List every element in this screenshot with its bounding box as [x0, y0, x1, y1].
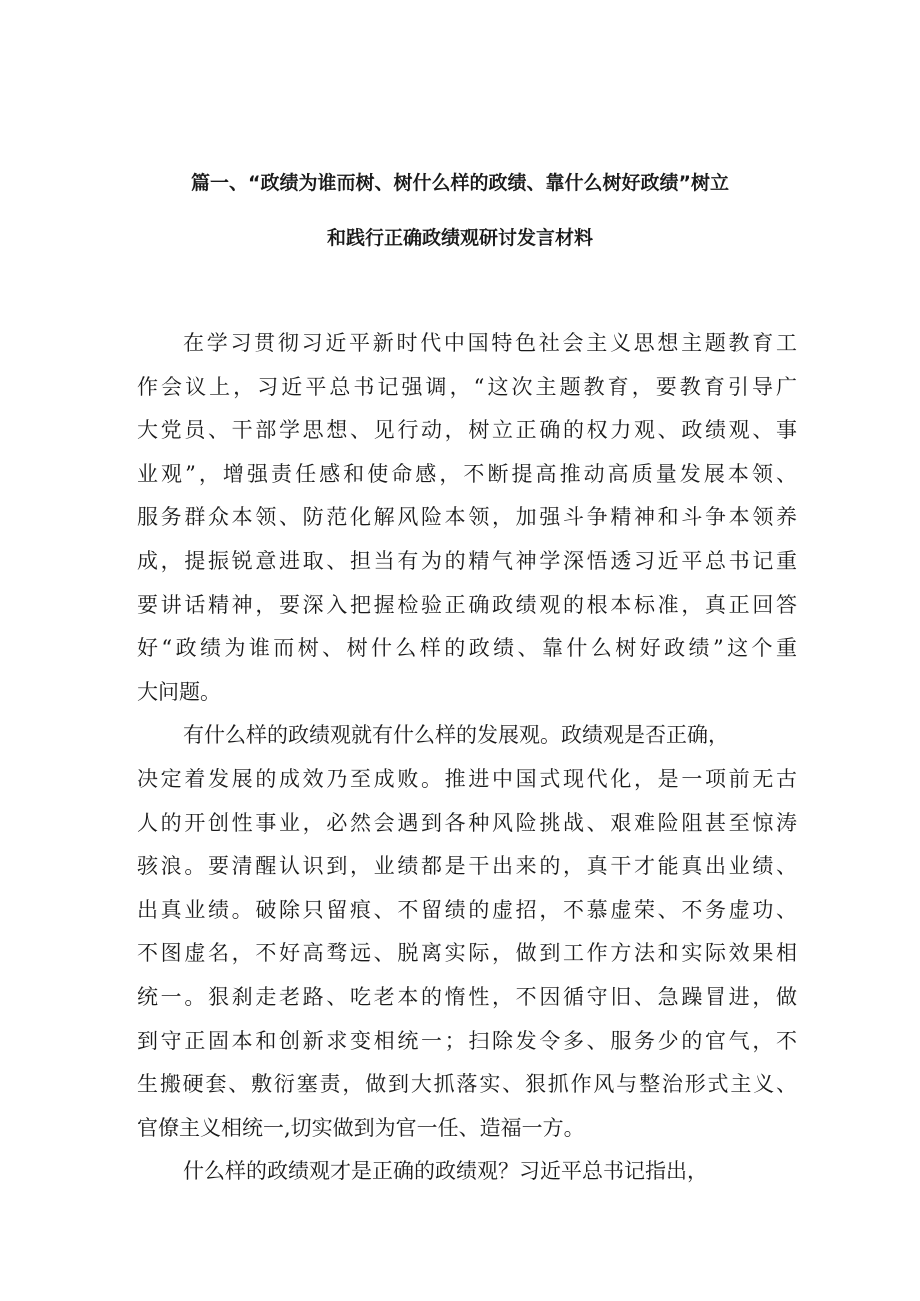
paragraph-line: 出真业绩。破除只留痕、不留绩的虚招，不慕虚荣、不务虚功、	[137, 897, 797, 922]
paragraph-line: 决定着发展的成效乃至成败。推进中国式现代化，是一项前无古	[137, 766, 797, 791]
paragraph-line: 人的开创性事业，必然会遇到各种风险挑战、艰难险阻甚至惊涛	[137, 810, 797, 835]
paragraph-line: 到守正固本和创新求变相统一；扫除发令多、服务少的官气，不	[137, 1028, 797, 1053]
paragraph-line: 统一。狠刹走老路、吃老本的惰性，不因循守旧、急躁冒进，做	[137, 984, 797, 1009]
paragraph-line: 大问题。	[137, 679, 221, 704]
paragraph-line: 大党员、干部学思想、见行动，树立正确的权力观、政绩观、事	[137, 418, 797, 443]
paragraph-line: 作会议上，习近平总书记强调，“这次主题教育，要教育引导广	[137, 374, 797, 399]
paragraph-line: 生搬硬套、敷衍塞责，做到大抓落实、狠抓作风与整治形式主义、	[137, 1072, 797, 1097]
paragraph-line: 不图虚名，不好高骛远、脱离实际，做到工作方法和实际效果相	[137, 941, 797, 966]
paragraph-line: 骇浪。要清醒认识到，业绩都是干出来的，真干才能真出业绩、	[137, 854, 797, 879]
document-body	[137, 322, 797, 1194]
paragraph-line: 在学习贯彻习近平新时代中国特色社会主义思想主题教育工	[183, 331, 797, 355]
paragraph-line: 成，提振锐意进取、担当有为的精气神学深悟透习近平总书记重	[137, 548, 797, 573]
paragraph-line: 要讲话精神，要深入把握检验正确政绩观的根本标准，真正回答	[137, 592, 797, 617]
paragraph-line: 什么样的政绩观才是正确的政绩观？习近平总书记指出，	[183, 1159, 708, 1184]
document-title-line-2: 和践行正确政绩观研讨发言材料	[326, 227, 593, 249]
paragraph-line: 官僚主义相统一,切实做到为官一任、造福一方。	[137, 1115, 585, 1140]
paragraph-line: 服务群众本领、防范化解风险本领，加强斗争精神和斗争本领养	[137, 505, 797, 530]
paragraph-line: 有什么样的政绩观就有什么样的发展观。政绩观是否正确，	[183, 723, 729, 748]
paragraph-line: 业观”，增强责任感和使命感，不断提高推动高质量发展本领、	[137, 461, 797, 486]
document-title-line-1: 篇一、“政绩为谁而树、树什么样的政绩、靠什么树好政绩”树立	[191, 172, 729, 194]
paragraph-line: 好“政绩为谁而树、树什么样的政绩、靠什么树好政绩”这个重	[137, 636, 797, 661]
